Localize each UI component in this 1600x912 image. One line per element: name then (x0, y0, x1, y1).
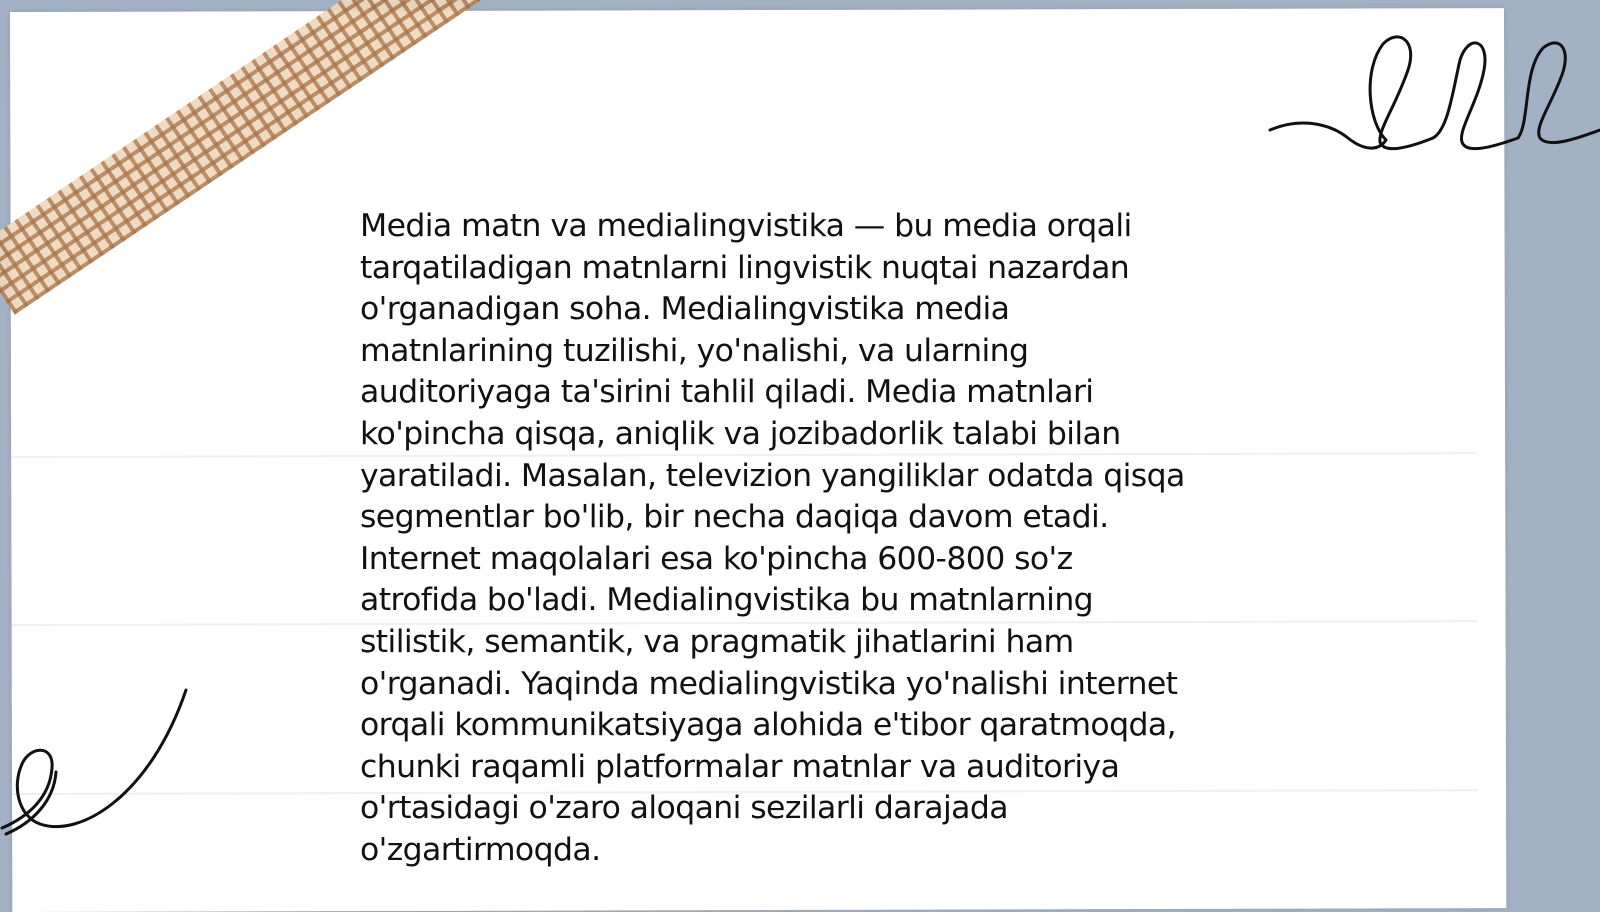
slide-body-text: Media matn va medialingvistika — bu media orqali tarqatiladigan matnlarni lingvistik nuqtai nazardan o'rganadigan soha. Medialingvistika media matnlarining tuzilishi, yo'nalishi, va ularning auditoriyaga ta'sirini tahlil qiladi. Media matnlari ko'pincha qisqa, aniqlik va jozibadorlik talabi bilan yaratiladi. Masalan, televizion yangiliklar odatda qisqa segmentlar bo'lib, bir necha daqiqa davom etadi. Internet maqolalari esa ko'pincha 600-800 so'z atrofida bo'ladi. Medialingvistika bu matnlarning stilistik, semantik, va pragmatik jihatlarini ham o'rganadi. Yaqinda medialingvistika yo'nalishi internet orqali kommunikatsiyaga alohida e'tibor qaratmoqda, chunki raqamli platformalar matnlar va auditoriya o'rtasidagi o'zaro aloqani sezilarli darajada o'zgartirmoqda. (360, 208, 1185, 868)
loop-scribble-icon (1268, 30, 1600, 160)
swirl-scribble-icon (0, 686, 200, 846)
